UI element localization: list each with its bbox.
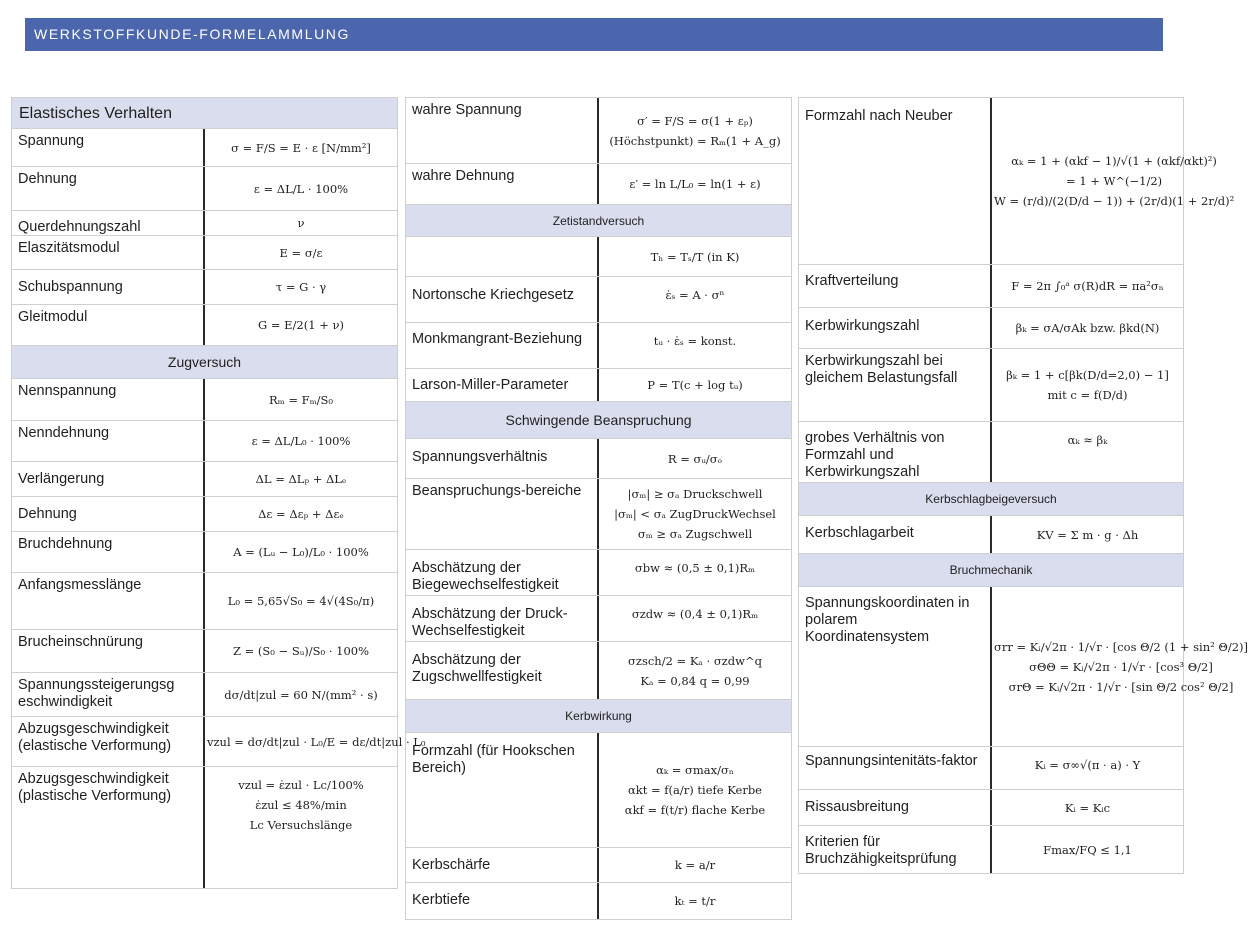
formula: σΘΘ = Kᵢ/√2π · 1/√r · [cos³ Θ/2] [1029,659,1213,674]
formula: ε̇zul ≤ 48%/min [255,798,347,812]
row-formula [599,596,791,641]
row [406,479,791,550]
formula: σzdw ≈ (0,4 ± 0,1)Rₘ [631,607,759,621]
page-title: WERKSTOFFKUNDE-FORMELAMMLUNG [25,18,1163,51]
row [406,848,791,883]
row-label: Spannungskoordinaten in polarem Koordinatensystem [799,587,992,746]
formula: Kᵢ = σ∞√(π · a) · Y [1034,758,1141,772]
formula: W = (r/d)/(2(D/d − 1)) + (2r/d)(1 + 2r/d)² [994,194,1235,208]
row-label: Formzahl (für Hookschen Bereich) [406,733,599,847]
row [799,308,1183,349]
row-formula [205,421,397,461]
column-creep-fatigue-notch [405,97,792,920]
row-formula [599,883,791,919]
row-label: Gleitmodul [12,305,205,345]
row-formula [992,98,1236,264]
section-header-notch: Kerbwirkung [406,700,791,733]
row-formula [992,265,1183,307]
column-elastic-tensile [11,97,426,889]
row-label: grobes Verhältnis von Formzahl und Kerbwirkungszahl [799,422,992,482]
formula: Lc Versuchslänge [249,818,353,832]
formula: σbw ≈ (0,5 ± 0,1)Rₘ [634,561,756,575]
row [406,733,791,848]
row [12,717,426,767]
row [799,587,1248,747]
row-formula [205,305,397,345]
row-label: Brucheinschnürung [12,630,205,672]
rows-elastic [12,129,397,346]
row-formula [599,479,791,549]
formula: σ = F/S = E · ε [N/mm²] [231,140,371,155]
row-label: Larson-Miller-Parameter [406,369,599,401]
row-label: Formzahl nach Neuber [799,98,992,264]
row-label: wahre Spannung [406,98,599,163]
row [799,790,1183,826]
formula: αₖ = 1 + (αkf − 1)/√(1 + (αkf/αkt)²) [1011,154,1217,168]
row [406,237,791,277]
row-formula [205,630,397,672]
formula: vzul = dσ/dt|zul · L₀/E = dε/dt|zul · L₀ [207,734,426,749]
row [12,379,397,421]
row-label: Kriterien für Bruchzähigkeitsprüfung [799,826,992,873]
row-formula [599,98,791,163]
column-neuber-fracture [798,97,1248,874]
row [406,439,791,479]
row-label: Monkmangrant-Beziehung [406,323,599,368]
row-label: Dehnung [12,497,205,531]
row-formula [205,497,397,531]
section-header-tensile: Zugversuch [12,346,397,379]
formula: KV = Σ m · g · Δh [1036,527,1139,542]
row-label: Spannung [12,129,205,166]
formula: E = σ/ε [279,245,323,260]
row-label: Bruchdehnung [12,532,205,572]
row [12,573,397,630]
formula: ε̇ₛ = A · σⁿ [665,288,725,302]
section-header-creep: Zetistandversuch [406,205,791,237]
row-label: Spannungsverhältnis [406,439,599,478]
row [406,596,791,642]
row [12,462,397,497]
row [406,642,791,700]
formula: mit c = f(D/d) [1047,388,1128,402]
row [12,532,397,573]
row [12,630,397,673]
formula: vzul = ε̇zul · Lc/100% [238,778,364,792]
row-label: Spannungssteigerungsg eschwindigkeit [12,673,205,716]
formula: σₘ ≥ σₐ Zugschwell [637,527,753,541]
formula: Δε = Δεₚ + Δεₑ [258,507,344,521]
row-formula [205,129,397,166]
row-label: Kerbwirkungszahl bei gleichem Belastungsfall [799,349,992,421]
row [12,129,397,167]
row-formula [992,587,1250,746]
formula: dσ/dt|zul = 60 N/(mm² · s) [224,687,378,702]
row-formula [205,462,397,496]
row [406,164,791,205]
row-label [406,237,599,276]
formula: ν [297,216,305,230]
row-label: Anfangsmesslänge [12,573,205,629]
row-label: Kraftverteilung [799,265,992,307]
row-formula [599,277,791,322]
row [799,98,1235,265]
row [406,98,791,164]
row-formula [599,439,791,478]
formula: G = E/2(1 + ν) [258,318,344,332]
formula: A = (Lᵤ − L₀)/L₀ · 100% [233,545,369,559]
section-header-fatigue: Schwingende Beanspruchung [406,402,791,439]
formula: βₖ = 1 + c[βk(D/d=2,0) − 1] [1006,368,1169,382]
row-formula [205,767,397,888]
rows-tensile [12,379,426,889]
formula: αₖ = σmax/σₙ [656,763,734,777]
formula: ε = ΔL/L₀ · 100% [251,434,351,448]
row [799,349,1183,422]
formula: σrΘ = Kᵢ/√2π · 1/√r · [sin Θ/2 cos² Θ/2] [1008,679,1234,694]
row-formula [992,826,1183,873]
row [406,323,791,369]
row-label: Abzugsgeschwindigkeit (elastische Verformung) [12,717,205,766]
row [406,550,791,596]
formula: Kᵢ = Kᵢc [1064,800,1111,815]
formula: αkf = f(t/r) flache Kerbe [624,803,766,817]
row-label: Rissausbreitung [799,790,992,825]
row [799,265,1183,308]
row [12,305,397,346]
formula: ε = ΔL/L · 100% [253,181,349,196]
row [12,673,397,717]
row-formula [205,532,397,572]
formula: Kₐ = 0,84 q = 0,99 [640,673,750,688]
row [799,422,1183,483]
row [406,883,791,920]
formula: (Höchstpunkt) = Rₘ(1 + A_g) [609,133,781,148]
row-label: Kerbwirkungszahl [799,308,992,348]
row-label: Abschätzung der Biegewechselfestigkeit [406,550,599,595]
row-label: Kerbschärfe [406,848,599,882]
row-formula [599,550,791,595]
row [12,497,397,532]
formula: tᵤ · ε̇ₛ = konst. [653,334,737,348]
formula: αₖ ≈ βₖ [1067,433,1108,447]
row-formula [205,236,397,269]
row-formula [205,379,397,420]
row-formula [599,323,791,368]
row-label: Beanspruchungs-bereiche [406,479,599,549]
row-formula [205,270,397,304]
formula: = 1 + W^(−1/2) [1066,174,1163,188]
formula: αkt = f(a/r) tiefe Kerbe [628,783,762,797]
row-formula [205,211,397,235]
formula: P = T(c + log tᵤ) [647,378,743,392]
row [12,421,397,462]
row [12,211,397,236]
formula: L₀ = 5,65√S₀ = 4√(4S₀/π) [227,594,375,608]
row-label: Abschätzung der Zugschwellfestigkeit [406,642,599,699]
section-header-elastic: Elastisches Verhalten [12,98,397,129]
row-formula [992,349,1183,421]
row [799,826,1183,874]
row-formula [599,642,791,699]
formula: σrr = Kᵢ/√2π · 1/√r · [cos Θ/2 (1 + sin² Θ/2)] [994,639,1248,654]
row-label: Querdehnungszahl [12,211,205,235]
formula: Fmax/FQ ≤ 1,1 [1043,842,1132,857]
row-label: Dehnung [12,167,205,210]
row-label: Spannungsintenitäts-faktor [799,747,992,789]
row [406,369,791,402]
row-formula [205,717,428,766]
formula: τ = G · γ [275,280,327,294]
formula: |σₘ| < σₐ ZugDruckWechsel [614,507,776,521]
formula: |σₘ| ≥ σₐ Druckschwell [627,487,763,501]
row-formula [205,673,397,716]
row [12,767,397,889]
row-formula [205,573,397,629]
section-header-impact: Kerbschlagbeigeversuch [799,483,1183,516]
formula: R = σᵤ/σₒ [667,451,723,466]
formula: σzsch/2 = Kₐ · σzdw^q [628,653,762,668]
formula: Rₘ = Fₘ/S₀ [268,392,334,407]
row-label: Kerbtiefe [406,883,599,919]
row-label: Abzugsgeschwindigkeit (plastische Verformung) [12,767,205,888]
formula: Tₕ = Tₛ/T (in K) [650,249,740,264]
row-label: Elaszitätsmodul [12,236,205,269]
row-formula [992,516,1183,553]
row-formula [205,167,397,210]
row-formula [599,369,791,401]
row-formula [599,164,791,204]
row-label: Kerbschlagarbeit [799,516,992,553]
formula: Z = (S₀ − Sᵤ)/S₀ · 100% [232,644,370,658]
row [799,747,1183,790]
row-formula [599,848,791,882]
formula: F = 2π ∫₀ᵃ σ(R)dR = πa²σₙ [1011,279,1164,293]
formula: ΔL = ΔLₚ + ΔLₑ [255,472,347,486]
row-label: Schubspannung [12,270,205,304]
row-formula [992,790,1183,825]
row [12,167,397,211]
row-formula [992,747,1183,789]
row-label: Abschätzung der Druck-Wechselfestigkeit [406,596,599,641]
row-label: Verlängerung [12,462,205,496]
row-formula [599,237,791,276]
formula: k = a/r [674,858,716,872]
row-label: Nenndehnung [12,421,205,461]
row-label: Nortonsche Kriechgesetz [406,277,599,322]
row [12,270,397,305]
section-header-fracture: Bruchmechanik [799,554,1183,587]
formula: βₖ = σA/σAk bzw. βkd(N) [1015,321,1160,335]
row-formula [599,733,791,847]
row [12,236,397,270]
row-formula [992,308,1183,348]
row [406,277,791,323]
formula: kₜ = t/r [674,894,716,908]
formula: σ′ = F/S = σ(1 + εₚ) [637,113,753,128]
row-formula [992,422,1183,482]
formula: ε′ = ln L/L₀ = ln(1 + ε) [629,177,761,191]
row-label: Nennspannung [12,379,205,420]
row-label: wahre Dehnung [406,164,599,204]
row [799,516,1183,554]
